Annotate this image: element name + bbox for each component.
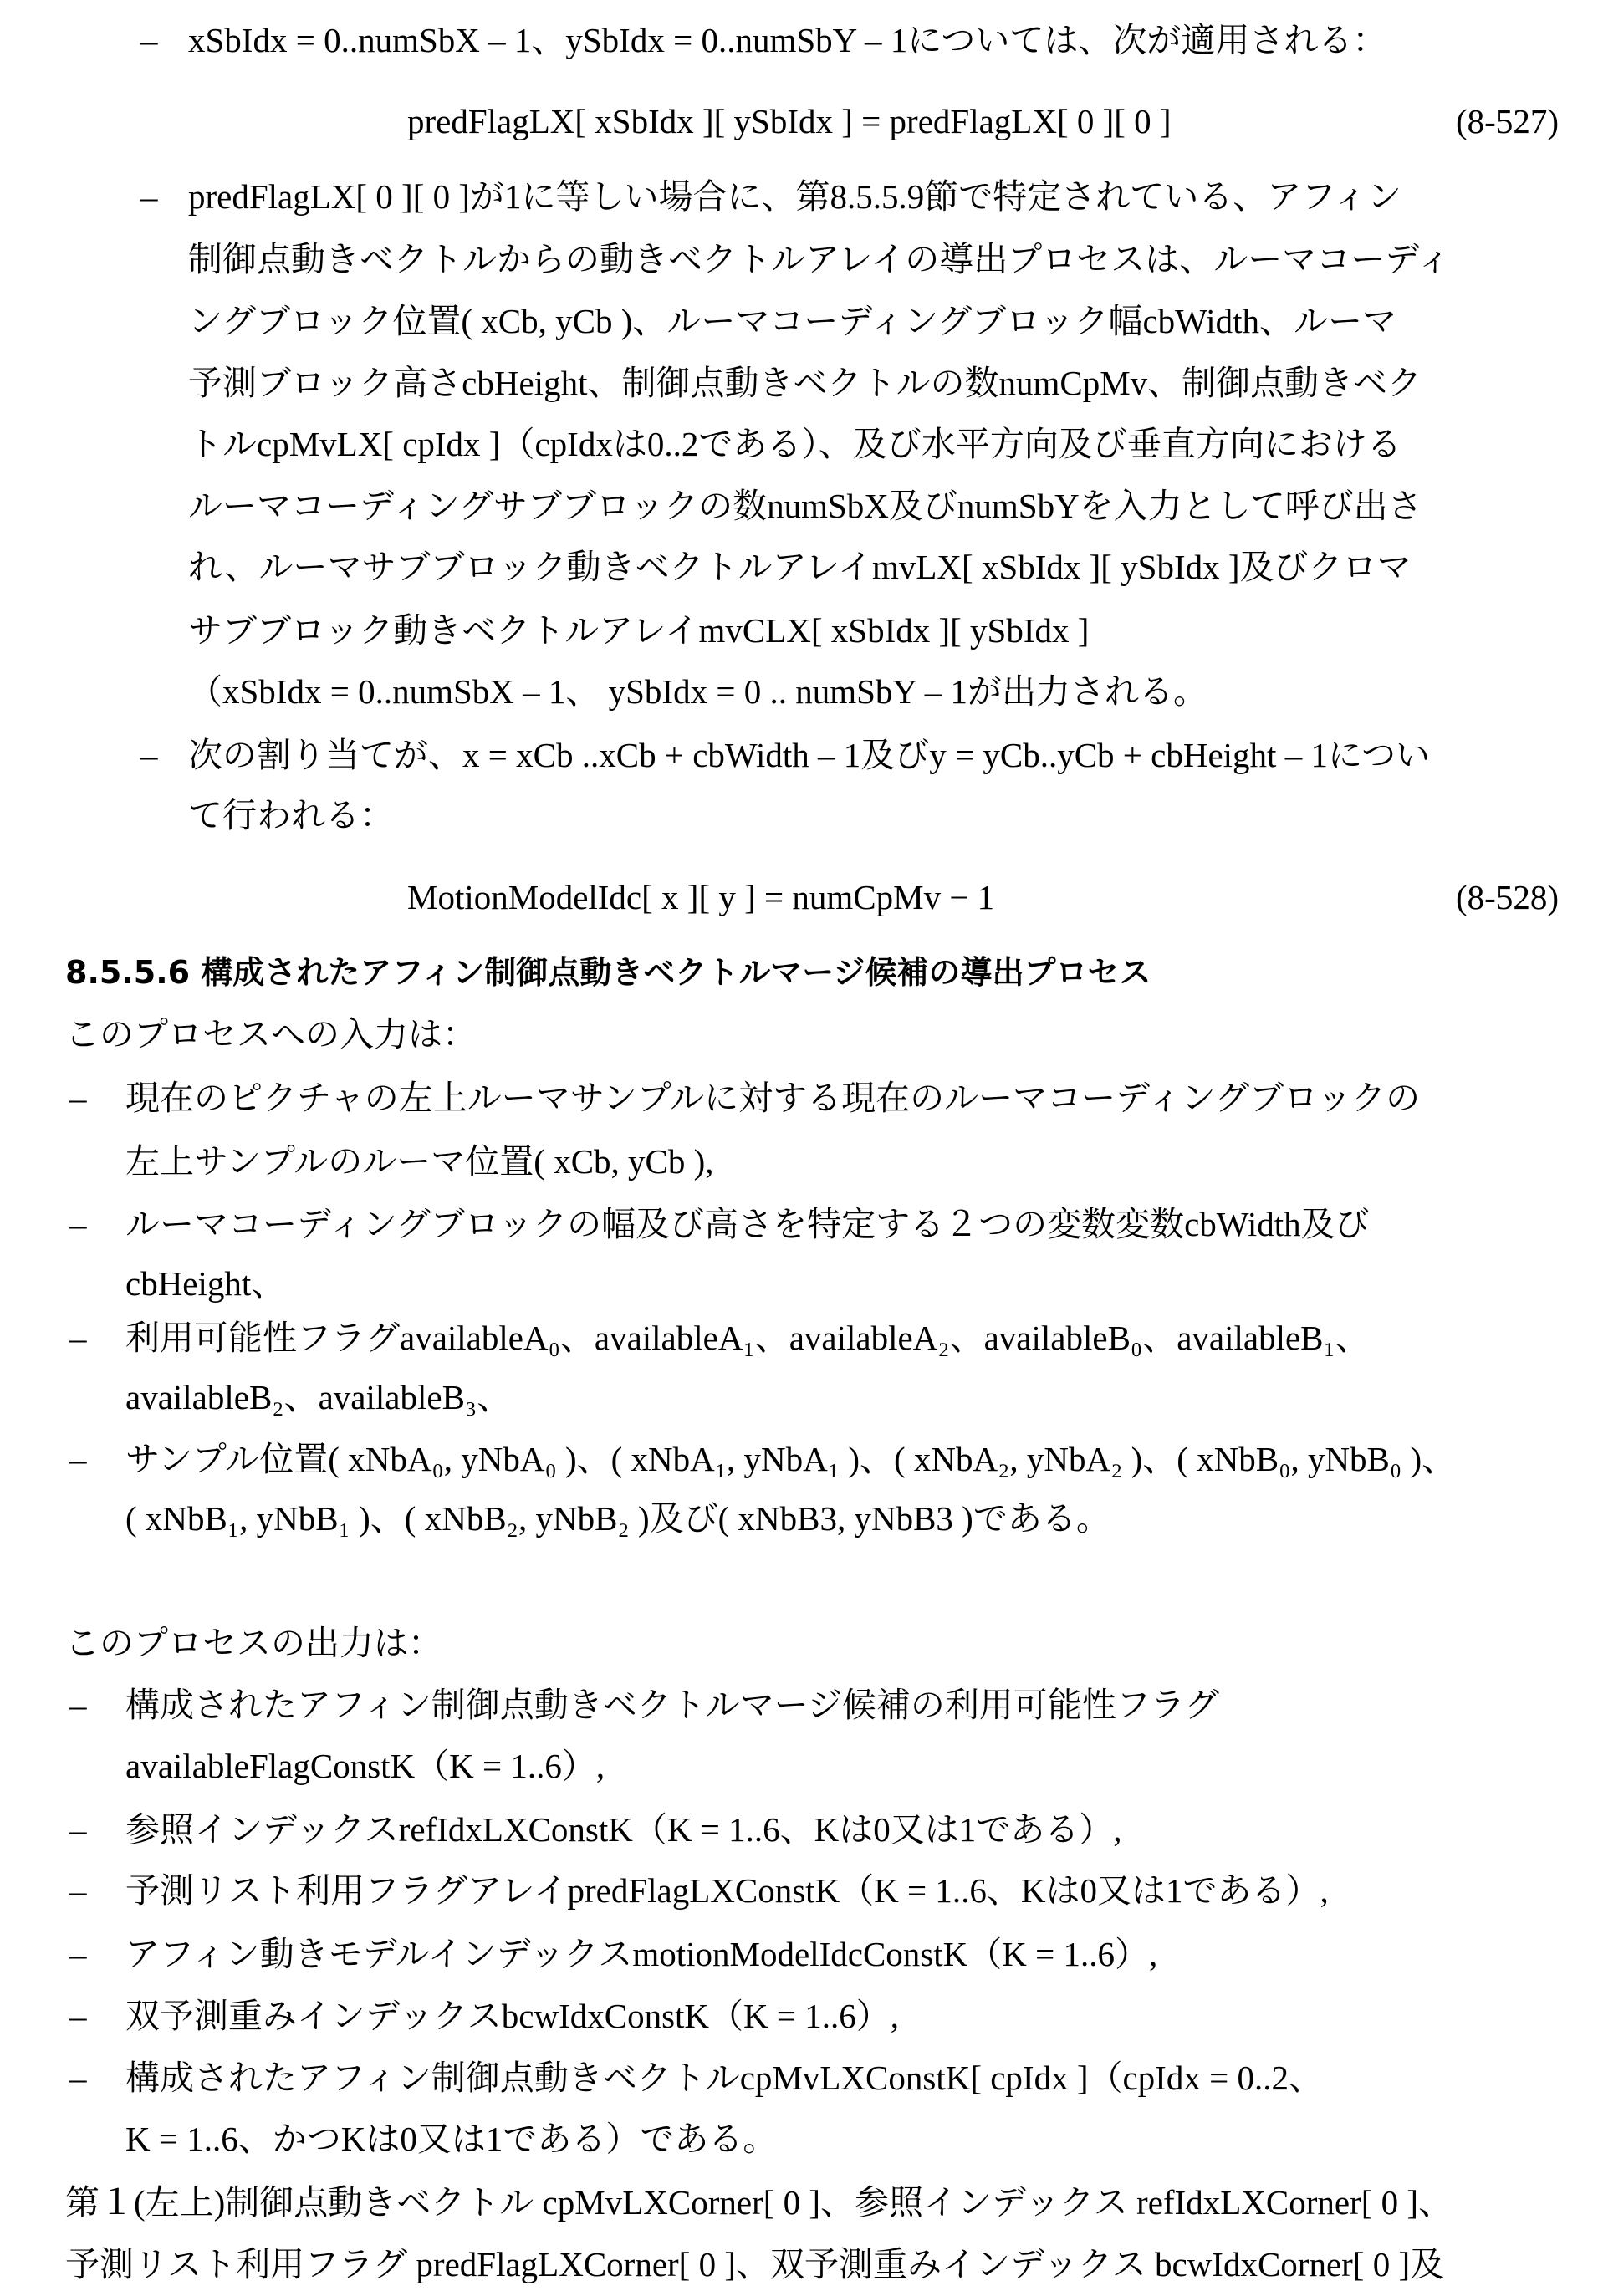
list-dash: – — [69, 1932, 87, 1976]
list-dash: – — [69, 1316, 87, 1360]
text-line: xSbIdx = 0..numSbX – 1、ySbIdx = 0..numSbY – 1については、次が適用される： — [188, 18, 1386, 62]
text-line: このプロセスへの入力は： — [65, 1013, 477, 1056]
list-dash: – — [69, 1437, 87, 1481]
text-line: 制御点動きベクトルからの動きベクトルアレイの導出プロセスは、ルーマコーディ — [188, 237, 1451, 281]
text-line: 左上サンプルのルーマ位置( xCb, yCb ), — [125, 1140, 714, 1183]
list-dash: – — [69, 1076, 87, 1120]
text-line: 予測リスト利用フラグ predFlagLXCorner[ 0 ]、双予測重みインデックス bcwIdxCorner[ 0 ]及 — [65, 2242, 1444, 2286]
equation-number: (8-528) — [1456, 875, 1559, 919]
text-line: 次の割り当てが、x = xCb ..xCb + cbWidth – 1及びy = yCb..yCb + cbHeight – 1につい — [188, 733, 1430, 777]
list-dash: – — [69, 1808, 87, 1851]
text-line: アフィン動きモデルインデックスmotionModelIdcConstK（K = 1..6）, — [125, 1932, 1157, 1976]
text-line: availableB₂、availableB₃、 — [125, 1375, 511, 1419]
list-dash: – — [140, 733, 158, 777]
section-heading: 8.5.5.6 構成されたアフィン制御点動きベクトルマージ候補の導出プロセス — [65, 951, 1151, 994]
equation: MotionModelIdc[ x ][ y ] = numCpMv − 1 — [407, 875, 994, 919]
text-line: （xSbIdx = 0..numSbX – 1、 ySbIdx = 0 .. numSbY – 1が出力される。 — [188, 670, 1207, 713]
list-dash: – — [140, 18, 158, 62]
text-line: ングブロック位置( xCb, yCb )、ルーマコーディングブロック幅cbWidth、ルーマ — [188, 299, 1396, 343]
text-line: 構成されたアフィン制御点動きベクトルcpMvLXConstK[ cpIdx ]（cpIdx = 0..2、 — [125, 2056, 1323, 2100]
text-line: て行われる： — [188, 793, 394, 837]
equation: predFlagLX[ xSbIdx ][ ySbIdx ] = predFlagLX[ 0 ][ 0 ] — [407, 99, 1172, 143]
text-line: predFlagLX[ 0 ][ 0 ]が1に等しい場合に、第8.5.5.9節で特定されている、アフィン — [188, 175, 1401, 218]
text-line: ルーマコーディングブロックの幅及び高さを特定する２つの変数変数cbWidth及び — [125, 1202, 1370, 1246]
text-line: 現在のピクチャの左上ルーマサンプルに対する現在のルーマコーディングブロックの — [125, 1076, 1420, 1120]
equation-number: (8-527) — [1456, 99, 1559, 143]
list-dash: – — [69, 1994, 87, 2038]
text-line: ルーマコーディングサブブロックの数numSbX及びnumSbYを入力として呼び出さ — [188, 484, 1422, 528]
text-line: トルcpMvLX[ cpIdx ]（cpIdxは0..2である）、及び水平方向及び垂直方向における — [188, 422, 1401, 466]
list-dash: – — [69, 1202, 87, 1246]
text-line: 双予測重みインデックスbcwIdxConstK（K = 1..6）, — [125, 1994, 899, 2038]
text-line: K = 1..6、かつKは0又は1である）である。 — [125, 2117, 777, 2161]
text-line: 構成されたアフィン制御点動きベクトルマージ候補の利用可能性フラグ — [125, 1683, 1219, 1727]
text-line: cbHeight、 — [125, 1262, 285, 1305]
text-line: availableFlagConstK（K = 1..6）, — [125, 1744, 605, 1788]
list-dash: – — [140, 175, 158, 218]
text-line: れ、ルーマサブブロック動きベクトルアレイmvLX[ xSbIdx ][ ySbIdx ]及びクロマ — [188, 545, 1412, 589]
text-line: 予測リスト利用フラグアレイpredFlagLXConstK（K = 1..6、Kは0又は1である）, — [125, 1869, 1329, 1912]
text-line: 利用可能性フラグavailableA₀、availableA₁、availableA₂、availableB₀、availableB₁、 — [125, 1316, 1370, 1360]
list-dash: – — [69, 1869, 87, 1912]
text-line: 予測ブロック高さcbHeight、制御点動きベクトルの数numCpMv、制御点動きベク — [188, 361, 1422, 405]
text-line: サブブロック動きベクトルアレイmvCLX[ xSbIdx ][ ySbIdx ] — [188, 609, 1089, 652]
list-dash: – — [69, 1683, 87, 1727]
text-line: 第１(左上)制御点動きベクトル cpMvLXCorner[ 0 ]、参照インデックス refIdxLXCorner[ 0 ]、 — [65, 2181, 1452, 2224]
text-line: サンプル位置( xNbA₀, yNbA₀ )、( xNbA₁, yNbA₁ )、( xNbA₂, yNbA₂ )、( xNbB₀, yNbB₀ )、 — [125, 1437, 1456, 1481]
text-line: ( xNbB₁, yNbB₁ )、( xNbB₂, yNbB₂ )及び( xNbB3, yNbB3 )である。 — [125, 1497, 1110, 1540]
text-line: このプロセスの出力は： — [65, 1621, 442, 1665]
list-dash: – — [69, 2056, 87, 2100]
text-line: 参照インデックスrefIdxLXConstK（K = 1..6、Kは0又は1である）, — [125, 1808, 1121, 1851]
